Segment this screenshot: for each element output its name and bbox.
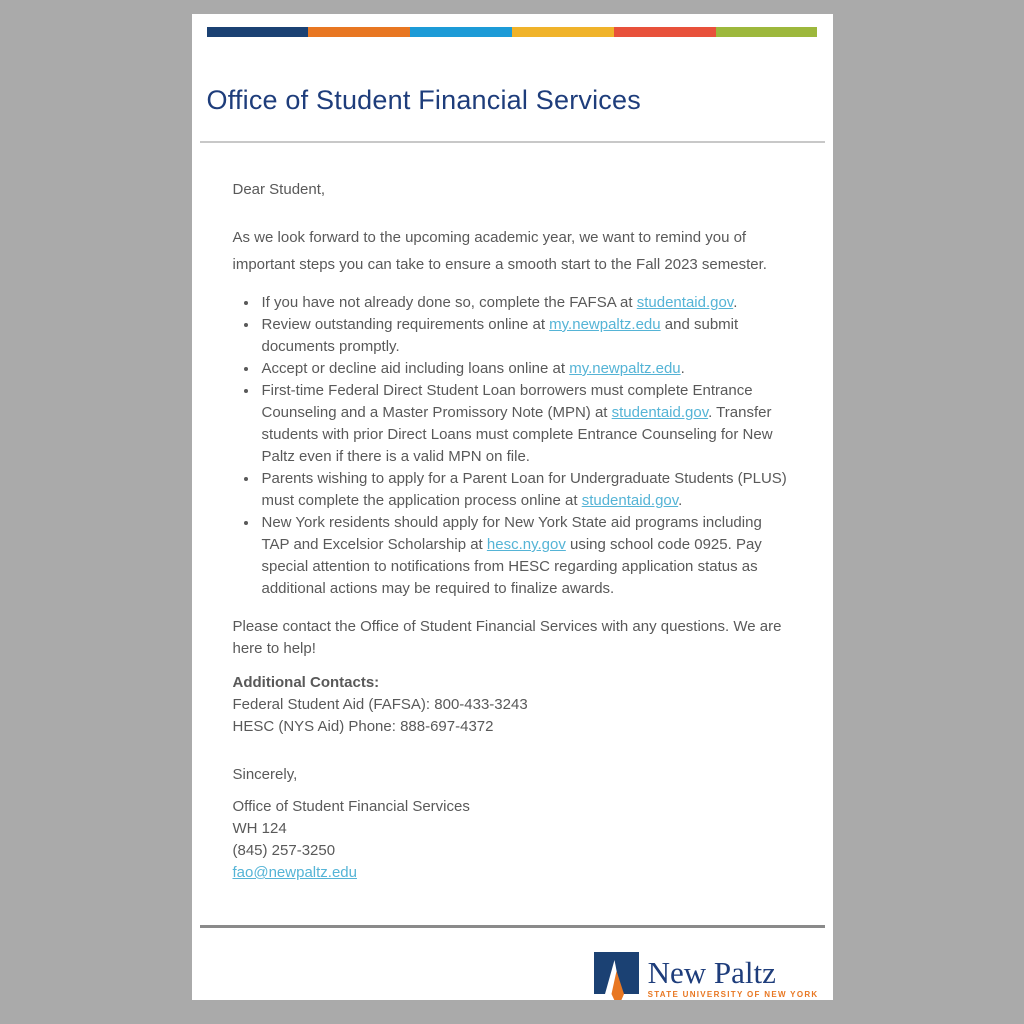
checklist [233, 292, 791, 600]
brand-stripe [207, 27, 818, 37]
logo-text [648, 952, 819, 999]
text-line: WH 124 [232, 820, 287, 837]
list-item: • Parents wishing to apply for a Parent Loan for Undergraduate Students (PLUS) must complete the application process online at studentaid.gov. [259, 468, 791, 512]
list-item: • Review outstanding requirements online at my.newpaltz.edu and submit documents promptly. [259, 314, 791, 358]
stripe-segment [308, 27, 410, 37]
list-item: • Accept or decline aid including loans online at my.newpaltz.edu. [259, 358, 791, 380]
inline-link[interactable]: studentaid.gov [581, 492, 679, 509]
email-body [192, 179, 833, 884]
signature-lines [233, 796, 791, 862]
footer [192, 928, 833, 1000]
text-line: (845) 257-3250 [232, 842, 336, 859]
contacts-lines [233, 694, 791, 738]
list-item: • First-time Federal Direct Student Loan borrowers must complete Entrance Counseling and a Master Promissory Note (MPN) at studentaid.gov. Transfer students with prior Direct Loans must complete Entrance Counseling for New Paltz even if there is a valid MPN on file. [259, 380, 791, 468]
logo-name: New Paltz [647, 955, 776, 990]
list-item: • New York residents should apply for New York State aid programs including TAP and Excelsior Scholarship at hesc.ny.gov using school code 0925. Pay special attention to notifications from HESC regarding application status as additional actions may be required to finalize awards. [259, 512, 791, 600]
stripe-segment [716, 27, 818, 37]
stripe-segment [207, 27, 309, 37]
email-card [192, 14, 833, 1000]
inline-link[interactable]: studentaid.gov [636, 294, 734, 311]
list-item: • If you have not already done so, complete the FAFSA at studentaid.gov. [259, 292, 791, 314]
stripe-segment [512, 27, 614, 37]
title-divider [200, 141, 825, 143]
text-line: HESC (NYS Aid) Phone: 888-697-4372 [232, 718, 494, 735]
newpaltz-logo [593, 952, 819, 1000]
text-line: Federal Student Aid (FAFSA): 800-433-3243 [232, 696, 528, 713]
inline-link[interactable]: my.newpaltz.edu [549, 316, 661, 333]
text-line: Office of Student Financial Services [232, 798, 470, 815]
stripe-segment [614, 27, 716, 37]
greeting-text: Dear Student, [232, 181, 326, 198]
closing-paragraph: Please contact the Office of Student Financial Services with any questions. We are here to help! [232, 618, 782, 657]
valediction-text: Sincerely, [232, 766, 298, 783]
inline-link[interactable]: hesc.ny.gov [486, 536, 566, 553]
page-title: Office of Student Financial Services [206, 85, 641, 115]
stripe-segment [410, 27, 512, 37]
signature-block [233, 796, 791, 884]
contacts-heading: Additional Contacts: [232, 674, 380, 691]
inline-link[interactable]: my.newpaltz.edu [569, 360, 681, 377]
additional-contacts [233, 672, 791, 738]
intro-paragraph: As we look forward to the upcoming academic year, we want to remind you of important steps you can take to ensure a smooth start to the Fall 2023 semester. [232, 229, 767, 273]
logo-tagline: STATE UNIVERSITY OF NEW YORK [647, 990, 819, 999]
signature-email-line [233, 862, 791, 884]
email-link[interactable]: fao@newpaltz.edu [232, 864, 357, 881]
inline-link[interactable]: studentaid.gov [611, 404, 709, 421]
newpaltz-arrow-icon [593, 952, 639, 1000]
